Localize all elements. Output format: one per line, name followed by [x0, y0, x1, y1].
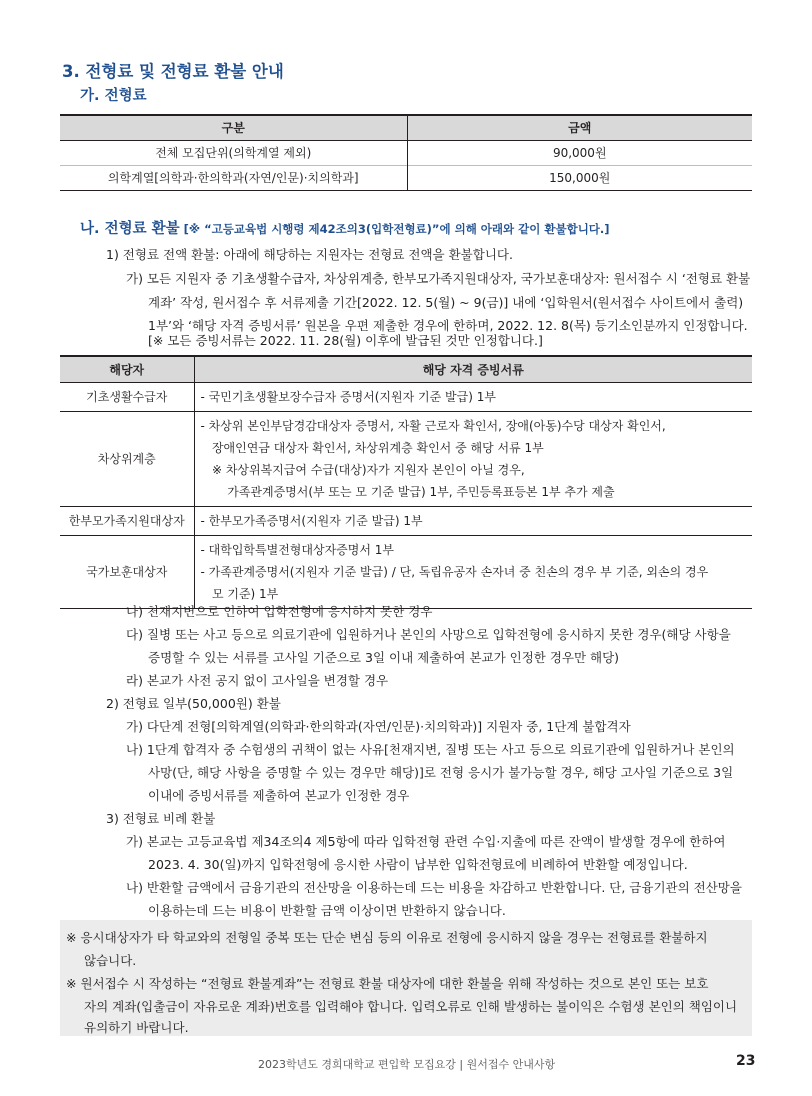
- refund-item-3a-line: 2023. 4. 30(일)까지 입학전형에 응시한 사람이 납부한 입학전형료에 비례하여 반환할 예정입니다.: [148, 857, 688, 872]
- refund-item-1c-line: 다) 질병 또는 사고 등으로 의료기관에 입원하거나 본인의 사망으로 입학전형에 응시하지 못한 경우(해당 사항을: [126, 627, 731, 642]
- refund-item-1d: 라) 본교가 사전 공지 없이 고사일을 변경할 경우: [126, 673, 389, 688]
- refund-item-1a-line: 1부’와 ‘해당 자격 증빙서류’ 원본을 우편 제출한 경우에 한하며, 2022. 12. 8(목) 등기소인분까지 인정합니다.: [148, 318, 748, 333]
- refund-item-1c-line: 증명할 수 있는 서류를 고사일 기준으로 3일 이내 제출하여 본교가 인정한 경우만 해당): [148, 650, 620, 665]
- subsection-fee-heading: 가. 전형료: [80, 88, 147, 104]
- table-row: [60, 506, 752, 535]
- table-row: [60, 535, 752, 608]
- refund-item-1a-line: 계좌’ 작성, 원서접수 후 서류제출 기간[2022. 12. 5(월) ~ 9(금)] 내에 ‘입학원서(원서접수 사이트에서 출력): [148, 295, 744, 310]
- refund-item-1b: 나) 천재지변으로 인하여 입학전형에 응시하지 못한 경우: [126, 604, 433, 619]
- doc-line: 가족관계증명서(부 또는 모 기준 발급) 1부, 주민등록표등본 1부 추가 제출: [200, 484, 615, 499]
- table-cell-target: 한부모가족지원대상자: [60, 506, 194, 535]
- table-cell-docs: [194, 506, 752, 535]
- doc-line: - 국민기초생활보장수급자 증명서(지원자 기준 발급) 1부: [200, 389, 496, 404]
- page-number: 23: [736, 1053, 756, 1069]
- table-row: [60, 140, 752, 165]
- notice-line: ※ 원서접수 시 작성하는 “전형료 환불계좌”는 전형료 환불 대상자에 대한 환불을 위해 작성하는 것으로 본인 또는 보호: [66, 976, 709, 991]
- doc-line: - 한부모가족증명서(지원자 기준 발급) 1부: [200, 513, 423, 528]
- doc-line: - 대학입학특별전형대상자증명서 1부: [200, 542, 394, 557]
- table-cell: 의학계열[의학과·한의학과(자연/인문)·치의학과]: [60, 165, 407, 190]
- table-row: [60, 382, 752, 411]
- notice-line: 않습니다.: [84, 953, 137, 968]
- table-row: [60, 165, 752, 190]
- table-cell: 전체 모집단위(의학계열 제외): [60, 140, 407, 165]
- refund-item-1: 1) 전형료 전액 환불: 아래에 해당하는 지원자는 전형료 전액을 환불합니다.: [106, 247, 513, 262]
- table-header: 금액: [407, 115, 752, 140]
- refund-item-3b-line: 나) 반환할 금액에서 금융기관의 전산망을 이용하는데 드는 비용을 차감하고 반환합니다. 단, 금융기관의 전산망을: [126, 880, 742, 895]
- refund-item-3: 3) 전형료 비례 환불: [106, 811, 216, 826]
- notice-line: 유의하기 바랍니다.: [84, 1020, 189, 1035]
- refund-legal-note: [※ “고등교육법 시행령 제42조의3(입학전형료)”에 의해 아래와 같이 환불합니다.]: [183, 222, 610, 236]
- table-cell-target: 차상위계층: [60, 411, 194, 506]
- table-cell-target: 기초생활수급자: [60, 382, 194, 411]
- table-cell-docs: [194, 535, 752, 608]
- refund-heading-text: 나. 전형료 환불: [80, 221, 180, 237]
- table-cell-docs: [194, 411, 752, 506]
- notice-line: 자의 계좌(입출금이 자유로운 계좌)번호를 입력해야 합니다. 입력오류로 인해 발생하는 불이익은 수험생 본인의 책임이니: [84, 999, 738, 1014]
- refund-item-2b-line: 이내에 증빙서류를 제출하여 본교가 인정한 경우: [148, 788, 410, 803]
- doc-line: ※ 차상위복지급여 수급(대상)자가 지원자 본인이 아닐 경우,: [200, 462, 525, 477]
- subsection-refund-heading: [80, 217, 610, 238]
- doc-line: 모 기준) 1부: [200, 586, 279, 601]
- table-header: 구분: [60, 115, 407, 140]
- refund-item-2a: 가) 다단계 전형[의학계열(의학과·한의학과(자연/인문)·치의학과)] 지원자 중, 1단계 불합격자: [126, 719, 631, 734]
- table-cell: 150,000원: [407, 165, 752, 190]
- refund-item-2b-line: 나) 1단계 합격자 중 수험생의 귀책이 없는 사유[천재지변, 질병 또는 사고 등으로 의료기관에 입원하거나 본인의: [126, 742, 735, 757]
- doc-line: - 차상위 본인부담경감대상자 증명서, 자활 근로자 확인서, 장애(아동)수당 대상자 확인서,: [200, 418, 666, 433]
- refund-item-2b-line: 사망(단, 해당 사항을 증명할 수 있는 경우만 해당)]로 전형 응시가 불가능할 경우, 해당 고사일 기준으로 3일: [148, 765, 734, 780]
- document-table: [60, 355, 752, 609]
- refund-item-1a-line: [※ 모든 증빙서류는 2022. 11. 28(월) 이후에 발급된 것만 인정합니다.]: [148, 333, 543, 348]
- notice-line: ※ 응시대상자가 타 학교와의 전형일 중복 또는 단순 변심 등의 이유로 전형에 응시하지 않을 경우는 전형료를 환불하지: [66, 930, 708, 945]
- table-cell-docs: [194, 382, 752, 411]
- table-cell-target: 국가보훈대상자: [60, 535, 194, 608]
- doc-line: - 가족관계증명서(지원자 기준 발급) / 단, 독립유공자 손자녀 중 친손의 경우 부 기준, 외손의 경우: [200, 564, 709, 579]
- table-header-row: [60, 115, 752, 140]
- page-footer: 2023학년도 경희대학교 편입학 모집요강 | 원서접수 안내사항: [258, 1058, 556, 1071]
- table-header: 해당자: [60, 356, 194, 382]
- table-header: 해당 자격 증빙서류: [194, 356, 752, 382]
- section-heading: 3. 전형료 및 전형료 환불 안내: [62, 62, 284, 81]
- refund-item-3b-line: 이용하는데 드는 비용이 반환할 금액 이상이면 반환하지 않습니다.: [148, 903, 506, 918]
- doc-line: 장애인연금 대상자 확인서, 차상위계층 확인서 중 해당 서류 1부: [200, 440, 544, 455]
- refund-item-3a-line: 가) 본교는 고등교육법 제34조의4 제5항에 따라 입학전형 관련 수입·지출에 따른 잔액이 발생할 경우에 한하여: [126, 834, 726, 849]
- table-header-row: [60, 356, 752, 382]
- refund-item-1a-line: 가) 모든 지원자 중 기초생활수급자, 차상위계층, 한부모가족지원대상자, 국가보훈대상자: 원서접수 시 ‘전형료 환불: [126, 271, 751, 286]
- refund-item-2: 2) 전형료 일부(50,000원) 환불: [106, 696, 281, 711]
- table-row: [60, 411, 752, 506]
- table-cell: 90,000원: [407, 140, 752, 165]
- fee-table: [60, 114, 752, 191]
